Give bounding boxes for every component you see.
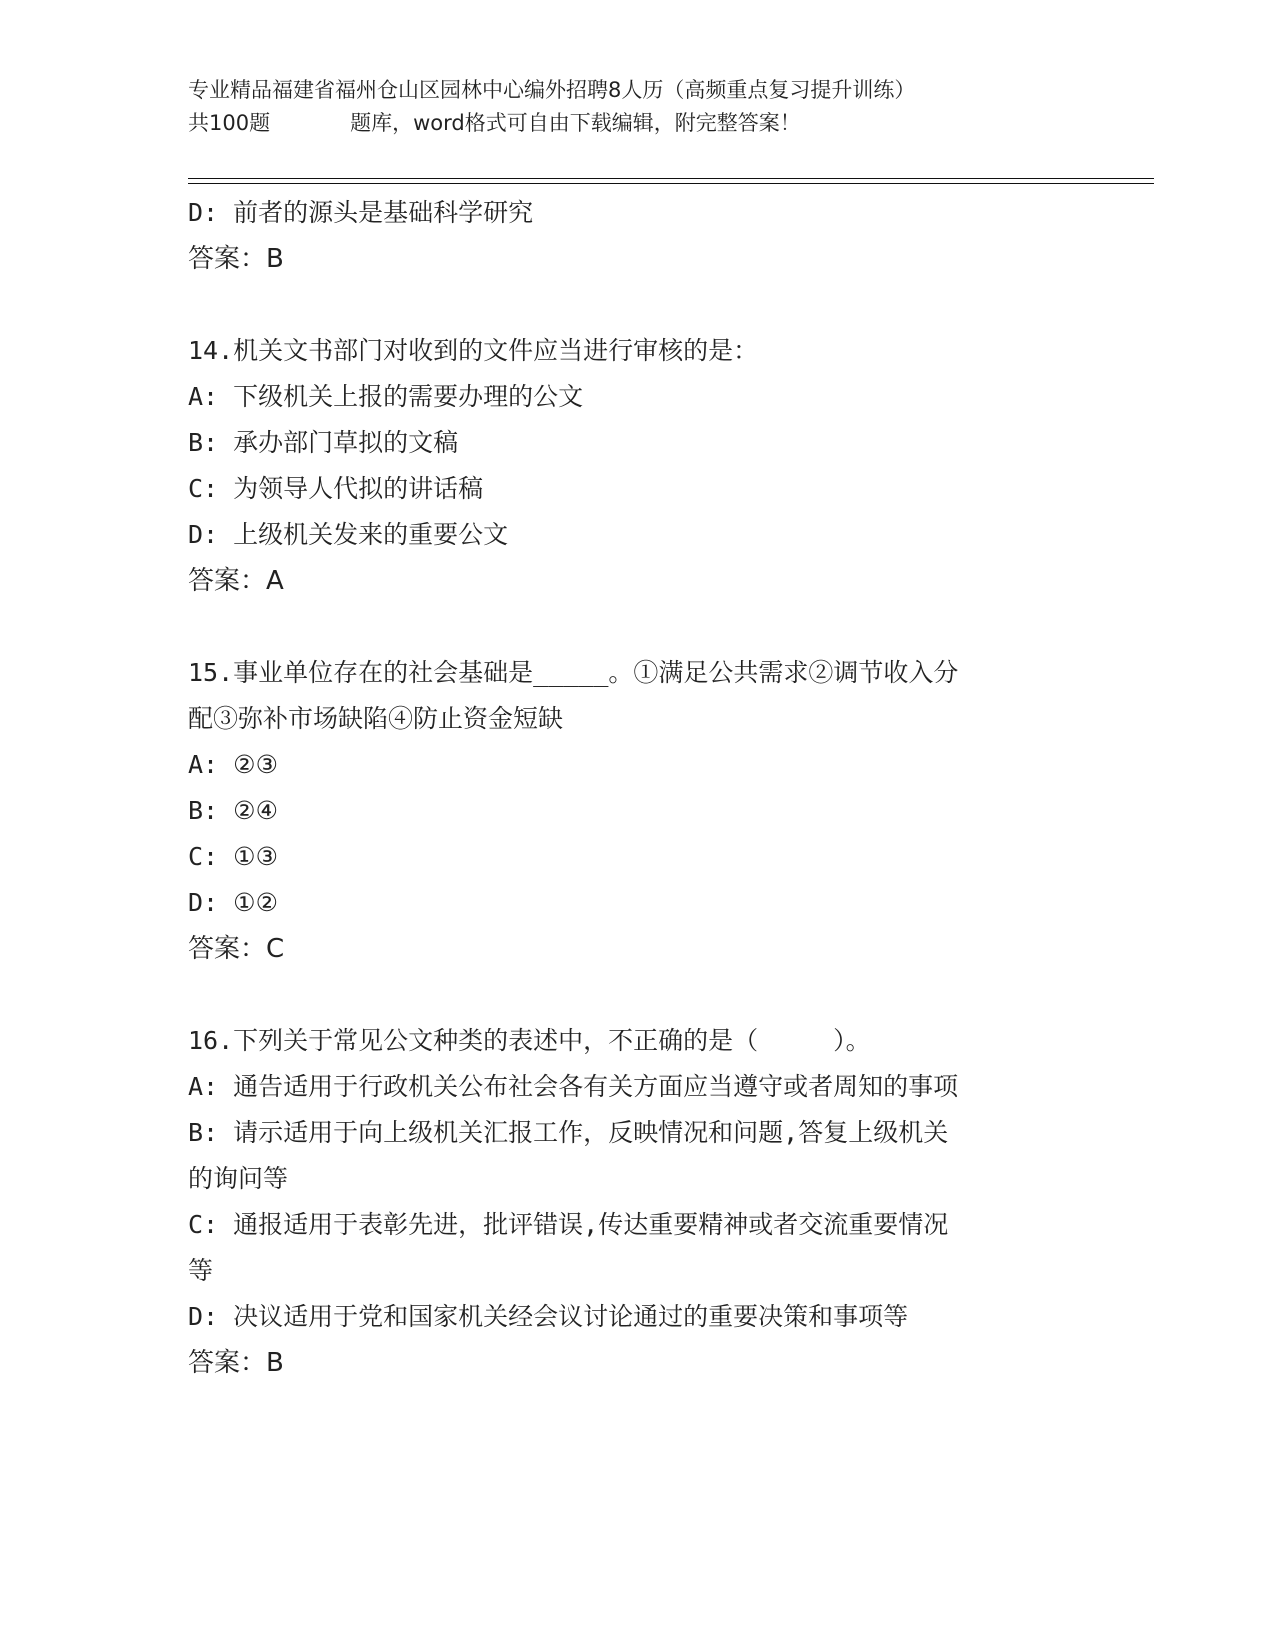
option-b-line-1: B: 请示适用于向上级机关汇报工作，反映情况和问题,答复上级机关 [188,1118,949,1147]
option-d: D: 上级机关发来的重要公文 [188,520,509,549]
answer-line: 答案：B [188,244,284,274]
question-15 [188,650,1088,972]
question-14 [188,328,1088,604]
question-stem-line-1: 15.事业单位存在的社会基础是_____。①满足公共需求②调节收入分 [188,658,959,687]
question-16 [188,1018,1088,1386]
option-c-line-2: 等 [188,1256,214,1285]
option-a: A: 通告适用于行政机关公布社会各有关方面应当遵守或者周知的事项 [188,1072,959,1101]
option-a: A: 下级机关上报的需要办理的公文 [188,382,584,411]
answer-line: 答案：A [188,566,284,596]
option-b: B: 承办部门草拟的文稿 [188,428,459,457]
header-divider-top [188,178,1154,179]
option-c: C: 为领导人代拟的讲话稿 [188,474,484,503]
question-stem-line-2: 配③弥补市场缺陷④防止资金短缺 [188,704,564,733]
option-c-line-1: C: 通报适用于表彰先进，批评错误,传达重要精神或者交流重要情况 [188,1210,949,1239]
answer-line: 答案：C [188,934,285,964]
questions-content [188,190,1088,1386]
header-title-line: 专业精品福建省福州仓山区园林中心编外招聘8人历（高频重点复习提升训练） [188,78,916,102]
option-a: A: ②③ [188,750,278,779]
header-subtitle-line [188,107,1068,140]
question-13-tail [188,190,1088,282]
option-c: C: ①③ [188,842,278,871]
header-format-note: 题库，word格式可自由下载编辑，附完整答案！ [350,111,801,135]
question-stem: 14.机关文书部门对收到的文件应当进行审核的是： [188,336,759,365]
option-d: D: 前者的源头是基础科学研究 [188,198,534,227]
option-d: D: 决议适用于党和国家机关经会议讨论通过的重要决策和事项等 [188,1302,909,1331]
header-divider-bottom [188,183,1154,184]
answer-line: 答案：B [188,1348,284,1378]
question-stem: 16.下列关于常见公文种类的表述中，不正确的是（ ）。 [188,1026,871,1055]
document-header [188,74,1068,140]
option-b-line-2: 的询问等 [188,1164,289,1193]
option-d: D: ①② [188,888,278,917]
option-b: B: ②④ [188,796,278,825]
header-question-count: 共100题 [188,111,271,135]
